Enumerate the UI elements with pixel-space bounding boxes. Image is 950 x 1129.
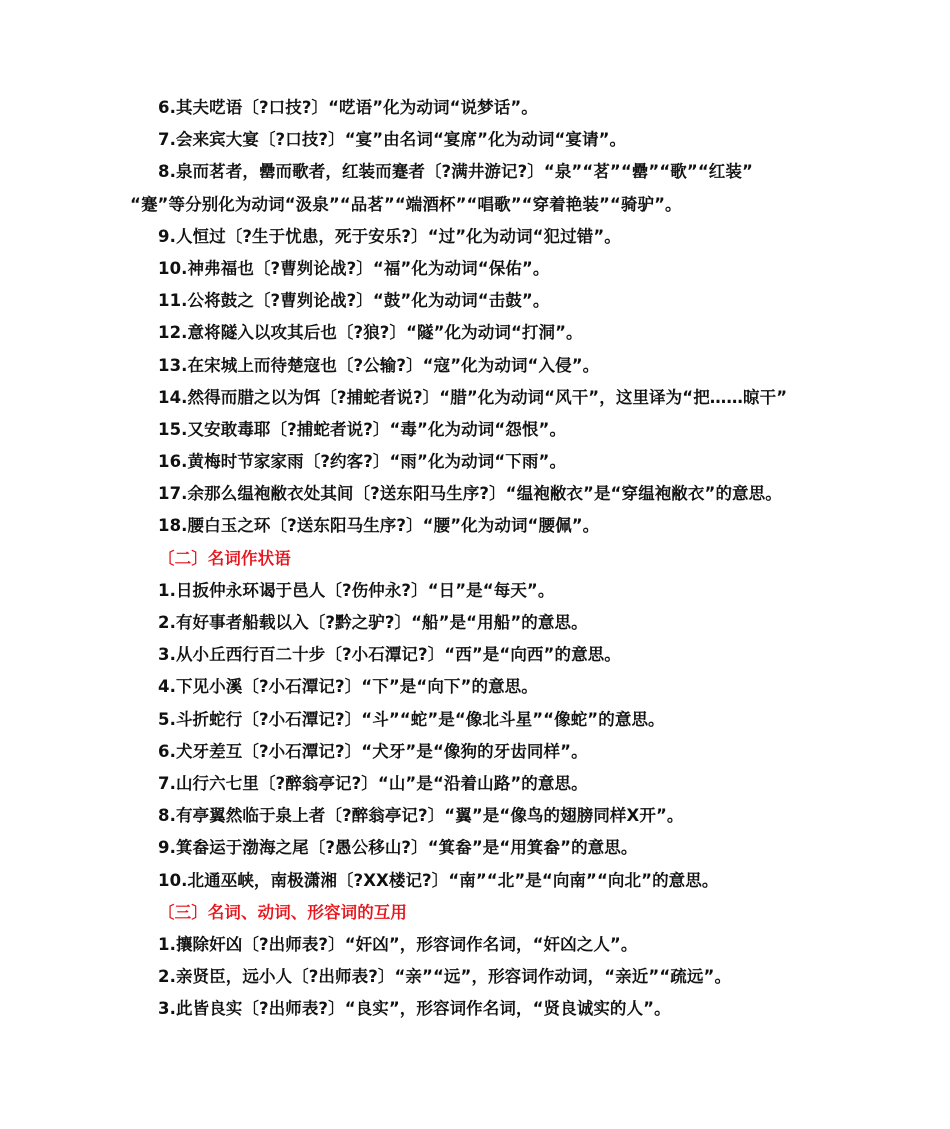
- text-line: 11.公将鼓之〔?曹刿论战?〕“鼓”化为动词“击鼓”。: [158, 291, 550, 311]
- text-line: 6.犬牙差互〔?小石潭记?〕“犬牙”是“像狗的牙齿同样”。: [158, 741, 588, 761]
- section-heading: 〔二〕名词作状语: [158, 548, 291, 568]
- text-line: 9.箕畚运于渤海之尾〔?愚公移山?〕“箕畚”是“用箕畚”的意思。: [158, 838, 638, 858]
- section-heading: 〔三〕名词、动词、形容词的互用: [158, 902, 407, 922]
- text-line: 2.亲贤臣，远小人〔?出师表?〕“亲”“远”，形容词作动词，“亲近”“疏远”。: [158, 967, 732, 987]
- text-line: 1.日扳仲永环谒于邑人〔?伤仲永?〕“日”是“每天”。: [158, 580, 555, 600]
- text-line: 10.北通巫峡，南极潇湘〔?XX楼记?〕“南”“北”是“向南”“向北”的意思。: [158, 870, 719, 890]
- text-line: 14.然得而腊之以为饵〔?捕蛇者说?〕“腊”化为动词“风干”，这里译为“把……晾干”: [158, 387, 788, 407]
- text-line: 9.人恒过〔?生于忧患，死于安乐?〕“过”化为动词“犯过错”。: [158, 226, 621, 246]
- text-line: 8.有亭翼然临于泉上者〔?醉翁亭记?〕“翼”是“像鸟的翅膀同样X开”。: [158, 806, 684, 826]
- text-line: 3.此皆良实〔?出师表?〕“良实”，形容词作名词，“贤良诚实的人”。: [158, 999, 671, 1019]
- text-line: 13.在宋城上而待楚寇也〔?公输?〕“寇”化为动词“入侵”。: [158, 355, 600, 375]
- text-line: 3.从小丘西行百二十步〔?小石潭记?〕“西”是“向西”的意思。: [158, 645, 621, 665]
- text-line: 5.斗折蛇行〔?小石潭记?〕“斗”“蛇”是“像北斗星”“像蛇”的意思。: [158, 709, 665, 729]
- text-line: 12.意将隧入以攻其后也〔?狼?〕“隧”化为动词“打洞”。: [158, 323, 583, 343]
- text-line: 1.攘除奸凶〔?出师表?〕“奸凶”，形容词作名词，“奸凶之人”。: [158, 934, 638, 954]
- text-line: 6.其夫呓语〔?口技?〕“呓语”化为动词“说梦话”。: [158, 98, 538, 117]
- text-line: 16.黄梅时节家家雨〔?约客?〕“雨”化为动词“下雨”。: [158, 452, 567, 472]
- text-line: 2.有好事者船载以入〔?黔之驴?〕“船”是“用船”的意思。: [158, 613, 588, 632]
- text-line: 18.腰白玉之环〔?送东阳马生序?〕“腰”化为动词“腰佩”。: [158, 516, 600, 536]
- text-line: 17.余那么缊袍敝衣处其间〔?送东阳马生序?〕“缊袍敝衣”是“穿缊袍敝衣”的意思。: [158, 484, 782, 504]
- text-line: 7.会来宾大宴〔?口技?〕“宴”由名词“宴席”化为动词“宴请”。: [158, 130, 627, 150]
- text-line: 8.泉而茗者，罍而歌者，红装而蹇者〔?满井游记?〕“泉”“茗”“罍”“歌”“红装”: [158, 162, 753, 182]
- text-line-continuation: “蹇”等分别化为动词“汲泉”“品茗”“端酒杯”“唱歌”“穿着艳装”“骑驴”。: [130, 194, 682, 214]
- text-line: 7.山行六七里〔?醉翁亭记?〕“山”是“沿着山路”的意思。: [158, 773, 588, 793]
- text-line: 10.神弗福也〔?曹刿论战?〕“福”化为动词“保佑”。: [158, 258, 550, 278]
- text-line: 15.又安敢毒耶〔?捕蛇者说?〕“毒”化为动词“怨恨”。: [158, 419, 567, 439]
- document-body: [130, 92, 830, 1025]
- text-line: 4.下见小溪〔?小石潭记?〕“下”是“向下”的意思。: [158, 677, 538, 697]
